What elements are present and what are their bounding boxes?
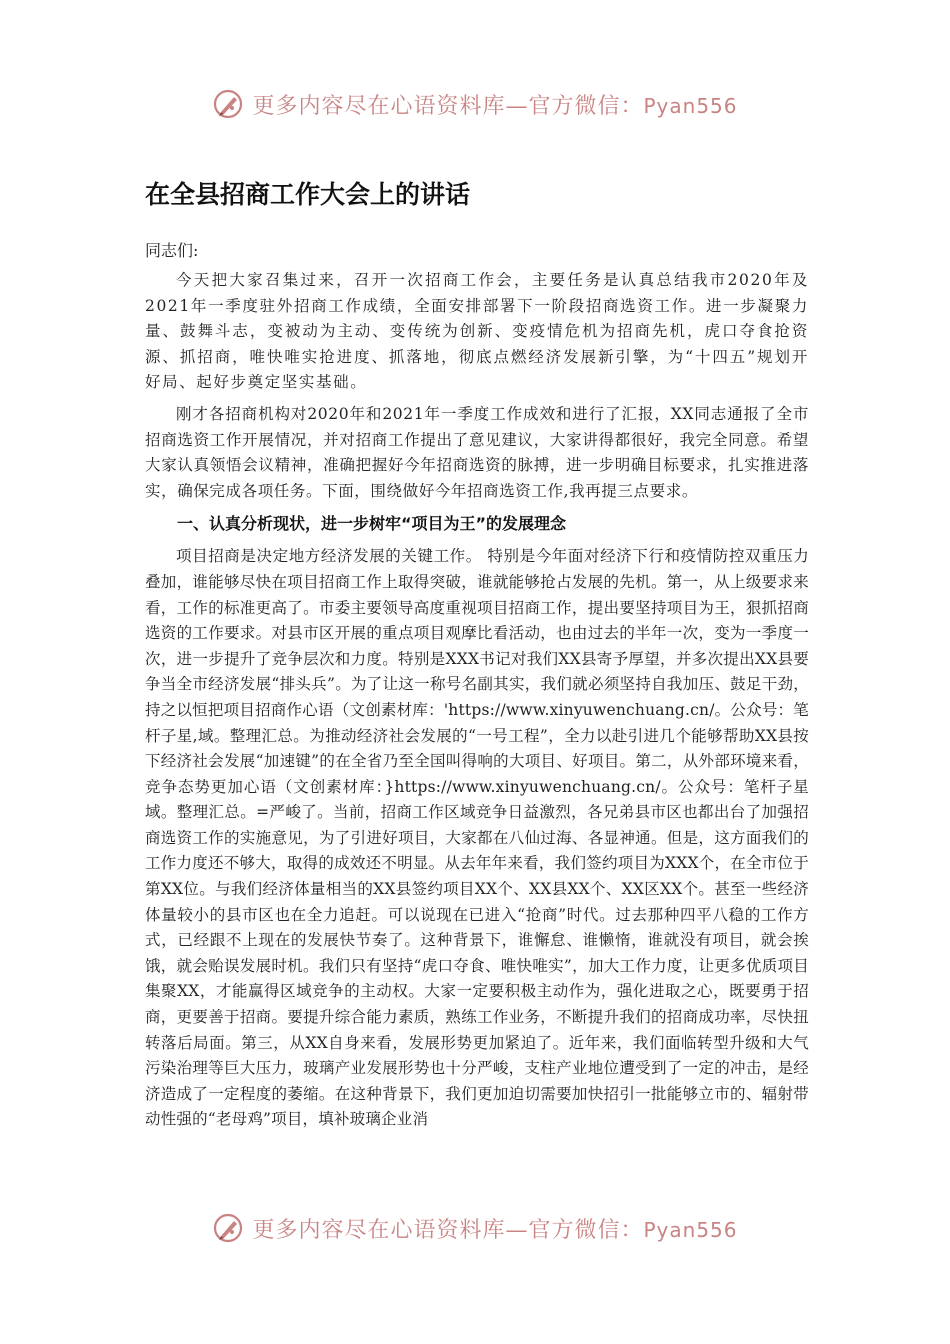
- greeting: 同志们:: [145, 241, 199, 260]
- header-watermark-banner: [0, 84, 950, 124]
- paragraph-2: 刚才各招商机构对2020年和2021年一季度工作成效和进行了汇报，XX同志通报了全市招商选资工作开展情况，并对招商工作提出了意见建议，大家讲得都很好，我完全同意。希望大家认真领悟会议精神，准确把握好今年招商选资的脉搏，进一步明确目标要求，扎实推进落实，确保完成各项任务。下面，围绕做好今年招商选资工作,我再提三点要求。: [145, 404, 809, 500]
- wechat-id: Pyan556: [643, 93, 738, 118]
- watermark-text: 更多内容尽在心语资料库—官方微信：Pyan556: [252, 93, 738, 119]
- pen-logo-icon: [212, 1212, 244, 1244]
- wechat-id: Pyan556: [643, 1217, 738, 1242]
- section-heading: 一、认真分析现状，进一步树牢“项目为王”的发展理念: [177, 514, 567, 534]
- document-title: 在全县招商工作大会上的讲话: [145, 180, 471, 209]
- watermark-text: 更多内容尽在心语资料库—官方微信：Pyan556: [252, 1217, 738, 1243]
- section-body: 项目招商是决定地方经济发展的关键工作。 特别是今年面对经济下行和疫情防控双重压力叠加，谁能够尽快在项目招商工作上取得突破，谁就能够抢占发展的先机。第一，从上级要求来看，工作的标准更高了。市委主要领导高度重视项目招商工作，提出要坚持项目为王，狠抓招商选资的工作要求。对县市区开展的重点项目观摩比看活动，也由过去的半年一次，变为一季度一次，进一步提升了竞争层次和力度。特别是XXX书记对我们XX县寄予厚望，并多次提出XX县要争当全市经济发展“排头兵”。为了让这一称号名副其实，我们就必须坚持自我加压、鼓足干劲，持之以恒把项目招商作心语（文创素材库：'https://www.xinyuwenchuang.cn/。公众号：笔杆子星,域。整理汇总。为推动经济社会发展的“一号工程”，全力以赴引进几个能够帮助XX县按下经济社会发展“加速键”的在全省乃至全国叫得响的大项目、好项目。第二，从外部环境来看，竞争态势更加心语（文创素材库：}https://www.xinyuwenchuang.cn/。公众号：笔杆子星域。整理汇总。=严峻了。当前，招商工作区域竞争日益激烈，各兄弟县市区也都出台了加强招商选资工作的实施意见，为了引进好项目，大家都在八仙过海、各显神通。但是，这方面我们的工作力度还不够大，取得的成效还不明显。从去年年来看，我们签约项目为XXX个，在全市位于第XX位。与我们经济体量相当的XX县签约项目XX个、XX县XX个、XX区XX个。甚至一些经济体量较小的县市区也在全力追赶。可以说现在已进入“抢商”时代。过去那种四平八稳的工作方式，已经跟不上现在的发展快节奏了。这种背景下，谁懈怠、谁懒惰，谁就没有项目，就会挨饿，就会贻误发展时机。我们只有坚持“虎口夺食、唯快唯实”，加大工作力度，让更多优质项目集聚XX，才能赢得区域竞争的主动权。大家一定要积极主动作为，强化进取之心，既要勇于招商，更要善于招商。要提升综合能力素质，熟练工作业务，不断提升我们的招商成功率，尽快扭转落后局面。第三，从XX自身来看，发展形势更加紧迫了。近年来，我们面临转型升级和大气污染治理等巨大压力，玻璃产业发展形势也十分严峻，支柱产业地位遭受到了一定的冲击，是经济造成了一定程度的萎缩。在这种背景下，我们更加迫切需要加快招引一批能够立市的、辐射带动性强的“老母鸡”项目，填补玻璃企业消: [145, 547, 809, 1129]
- paragraph-1: 今天把大家召集过来，召开一次招商工作会，主要任务是认真总结我市2020年及2021年一季度驻外招商工作成绩，全面安排部署下一阶段招商选资工作。进一步凝聚力量、鼓舞斗志，变被动为主动、变传统为创新、变疫情危机为招商先机，虎口夺食抢资源、抓招商，唯快唯实抢进度、抓落地，彻底点燃经济发展新引擎，为“十四五”规划开好局、起好步奠定坚实基础。: [145, 271, 809, 392]
- pen-logo-icon: [212, 88, 244, 120]
- footer-watermark-banner: [0, 1208, 950, 1248]
- document-body: [145, 170, 809, 1133]
